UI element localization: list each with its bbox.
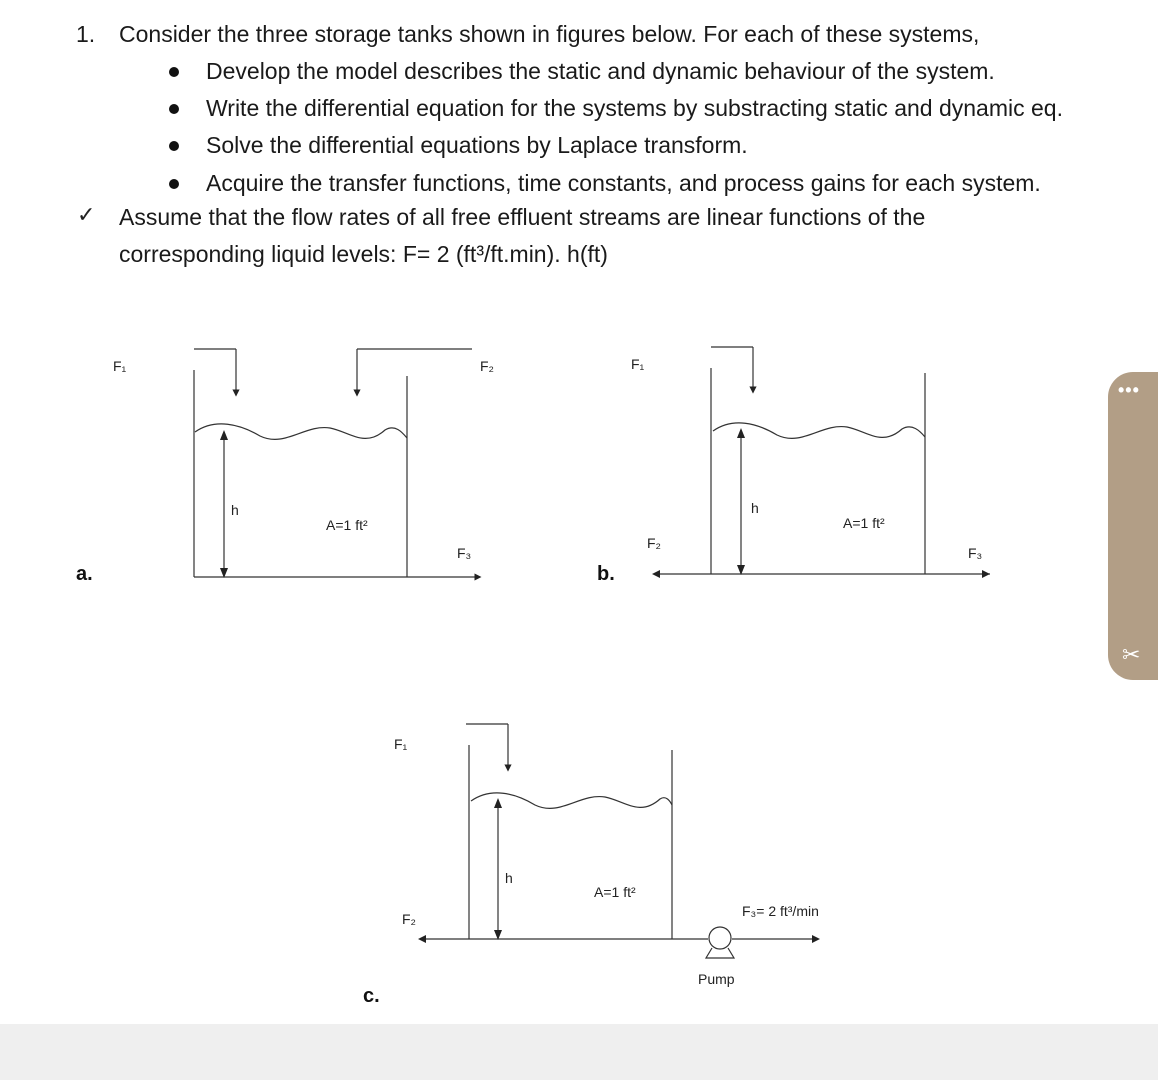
fig-a-f2-label: F₂	[480, 358, 494, 374]
fig-a-area-label: A=1 ft²	[326, 517, 368, 533]
bullet-item-3: Solve the differential equations by Laplace transform.	[206, 132, 748, 158]
fig-a-h-label: h	[231, 502, 239, 518]
fig-a-f3-label: F₃	[457, 545, 472, 561]
assumption-line-2: corresponding liquid levels: F= 2 (ft³/ft.min). h(ft)	[119, 241, 608, 267]
fig-b-letter: b.	[597, 563, 615, 585]
fig-c-f3-label: F₃= 2 ft³/min	[742, 903, 819, 919]
question-intro: Consider the three storage tanks shown in figures below. For each of these systems,	[119, 21, 980, 47]
fig-c-f1-label: F₁	[394, 736, 408, 752]
fig-b-f1-label: F₁	[631, 356, 645, 372]
fig-c-f2-label: F₂	[402, 911, 416, 927]
fig-c-area-label: A=1 ft²	[594, 884, 636, 900]
fig-c-letter: c.	[363, 985, 380, 1007]
bullet-item-4: Acquire the transfer functions, time constants, and process gains for each system.	[206, 170, 1041, 196]
tank-a-diagram	[194, 349, 478, 578]
question-number: 1.	[76, 21, 96, 47]
bullet-item-2: Write the differential equation for the systems by substracting static and dynamic eq.	[206, 95, 1063, 121]
tank-c-diagram	[418, 724, 820, 958]
bullet-item-1: Develop the model describes the static and dynamic behaviour of the system.	[206, 58, 995, 84]
checkmark-icon: ✓	[77, 202, 96, 227]
more-icon[interactable]: •••	[1118, 380, 1140, 400]
floating-side-panel[interactable]	[1108, 372, 1158, 680]
fig-a-f1-label: F₁	[113, 358, 127, 374]
assumption-line-1: Assume that the flow rates of all free effluent streams are linear functions of the	[119, 204, 926, 230]
bottom-bar	[0, 1024, 1158, 1080]
fig-c-h-label: h	[505, 870, 513, 886]
fig-c-pump-label: Pump	[698, 971, 735, 987]
fig-b-f3-label: F₃	[968, 545, 983, 561]
fig-a-letter: a.	[76, 563, 93, 585]
fig-b-f2-label: F₂	[647, 535, 661, 551]
fig-b-h-label: h	[751, 500, 759, 516]
tank-b-diagram	[652, 347, 990, 578]
fig-b-area-label: A=1 ft²	[843, 515, 885, 531]
pump-icon	[709, 927, 731, 949]
tank-b-water-surface	[713, 423, 925, 438]
edit-tool-icon[interactable]: ✂	[1122, 642, 1141, 667]
